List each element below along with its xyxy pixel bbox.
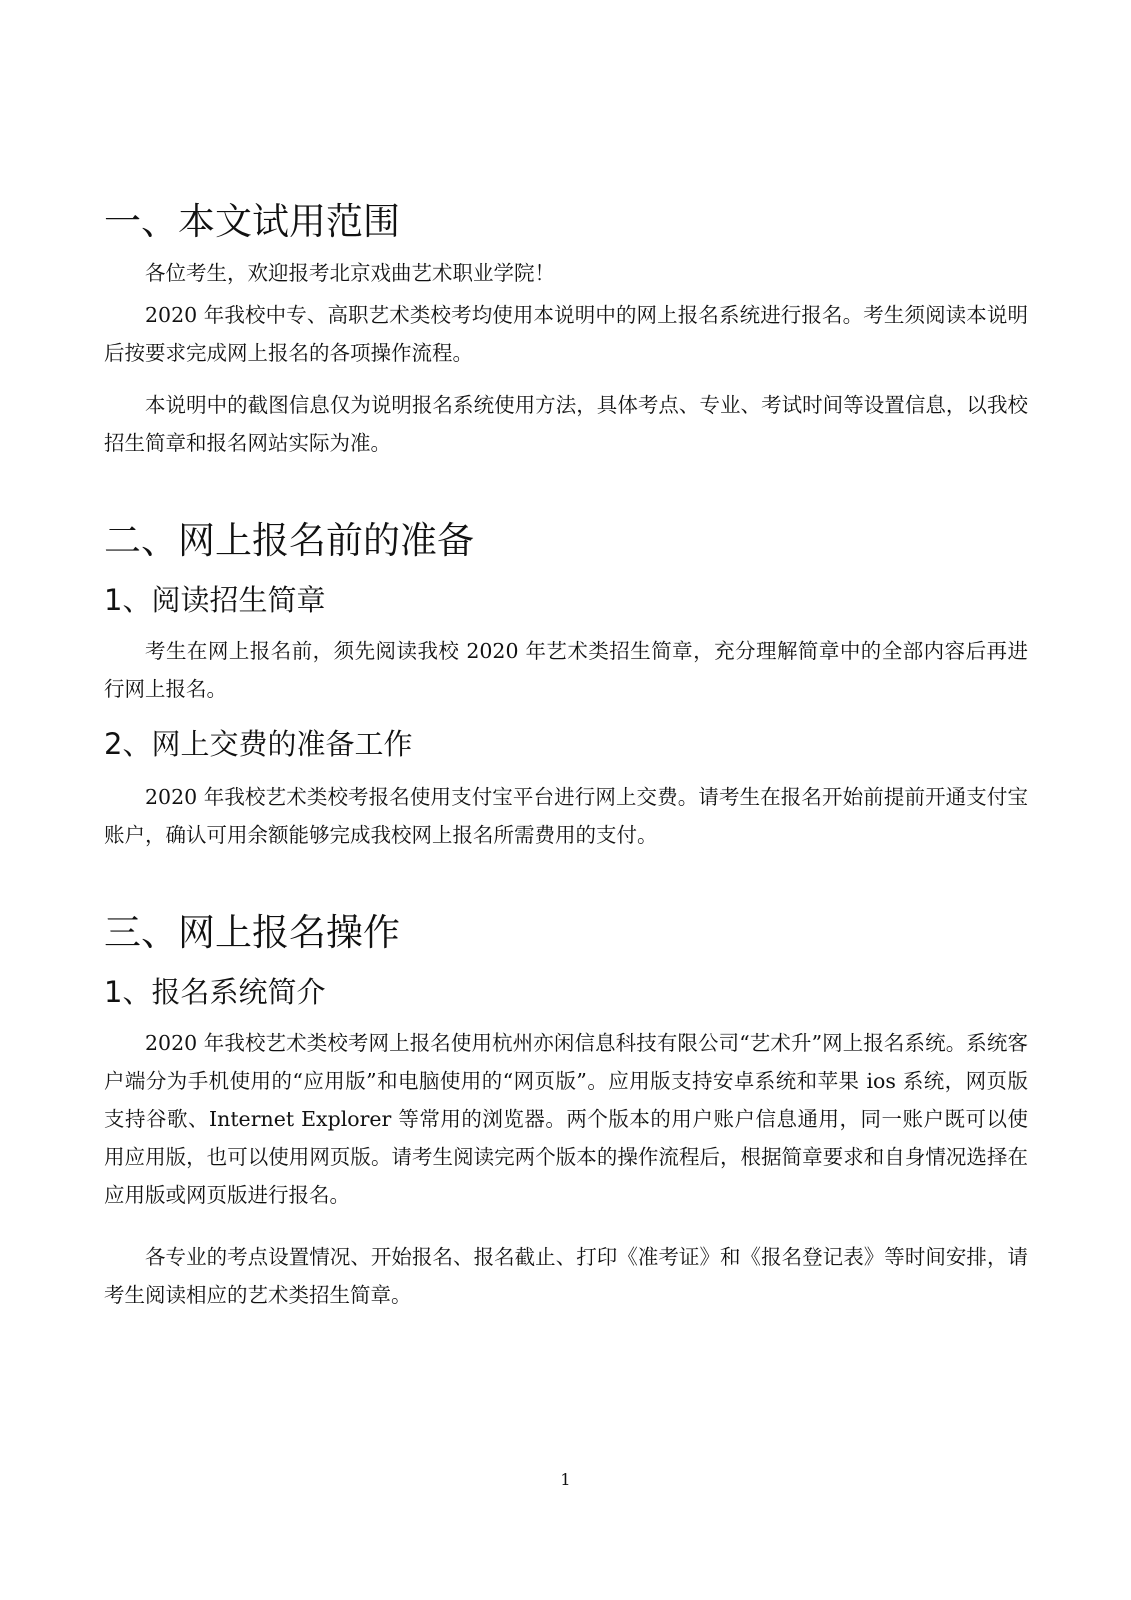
- page-number: 1: [560, 1470, 571, 1489]
- section-3-subheading-1: 1、报名系统简介: [104, 975, 326, 1009]
- section-1-paragraph-1: 各位考生，欢迎报考北京戏曲艺术职业学院！: [145, 261, 555, 285]
- section-2-subheading-2: 2、网上交费的准备工作: [104, 727, 413, 761]
- section-2-subheading-1: 1、阅读招生简章: [104, 583, 326, 617]
- section-1-heading: 一、本文试用范围: [104, 200, 400, 243]
- section-1-paragraph-2: 2020 年我校中专、高职艺术类校考均使用本说明中的网上报名系统进行报名。考生须阅读本说明后按要求完成网上报名的各项操作流程。: [104, 303, 1028, 365]
- section-2-2-paragraph: 2020 年我校艺术类校考报名使用支付宝平台进行网上交费。请考生在报名开始前提前开通支付宝账户，确认可用余额能够完成我校网上报名所需费用的支付。: [104, 785, 1028, 847]
- section-3-heading: 三、网上报名操作: [104, 911, 400, 954]
- section-3-1-paragraph-1: 2020 年我校艺术类校考网上报名使用杭州亦闲信息科技有限公司“艺术升”网上报名系统。系统客户端分为手机使用的“应用版”和电脑使用的“网页版”。应用版支持安卓系统和苹果 ios 系统，网页版支持谷歌、Internet Explorer 等常用的浏览器。两个版本的用户账户信息通用，同一账户既可以使用应用版，也可以使用网页版。请考生阅读完两个版本的操作流程后，根据简章要求和自身情况选择在应用版或网页版进行报名。: [104, 1031, 1028, 1207]
- section-3-1-paragraph-2: 各专业的考点设置情况、开始报名、报名截止、打印《准考证》和《报名登记表》等时间安排，请考生阅读相应的艺术类招生简章。: [104, 1245, 1028, 1307]
- section-1-paragraph-3: 本说明中的截图信息仅为说明报名系统使用方法，具体考点、专业、考试时间等设置信息，以我校招生简章和报名网站实际为准。: [104, 393, 1028, 455]
- section-2-heading: 二、网上报名前的准备: [104, 519, 474, 562]
- section-2-1-paragraph: 考生在网上报名前，须先阅读我校 2020 年艺术类招生简章，充分理解简章中的全部内容后再进行网上报名。: [104, 639, 1028, 701]
